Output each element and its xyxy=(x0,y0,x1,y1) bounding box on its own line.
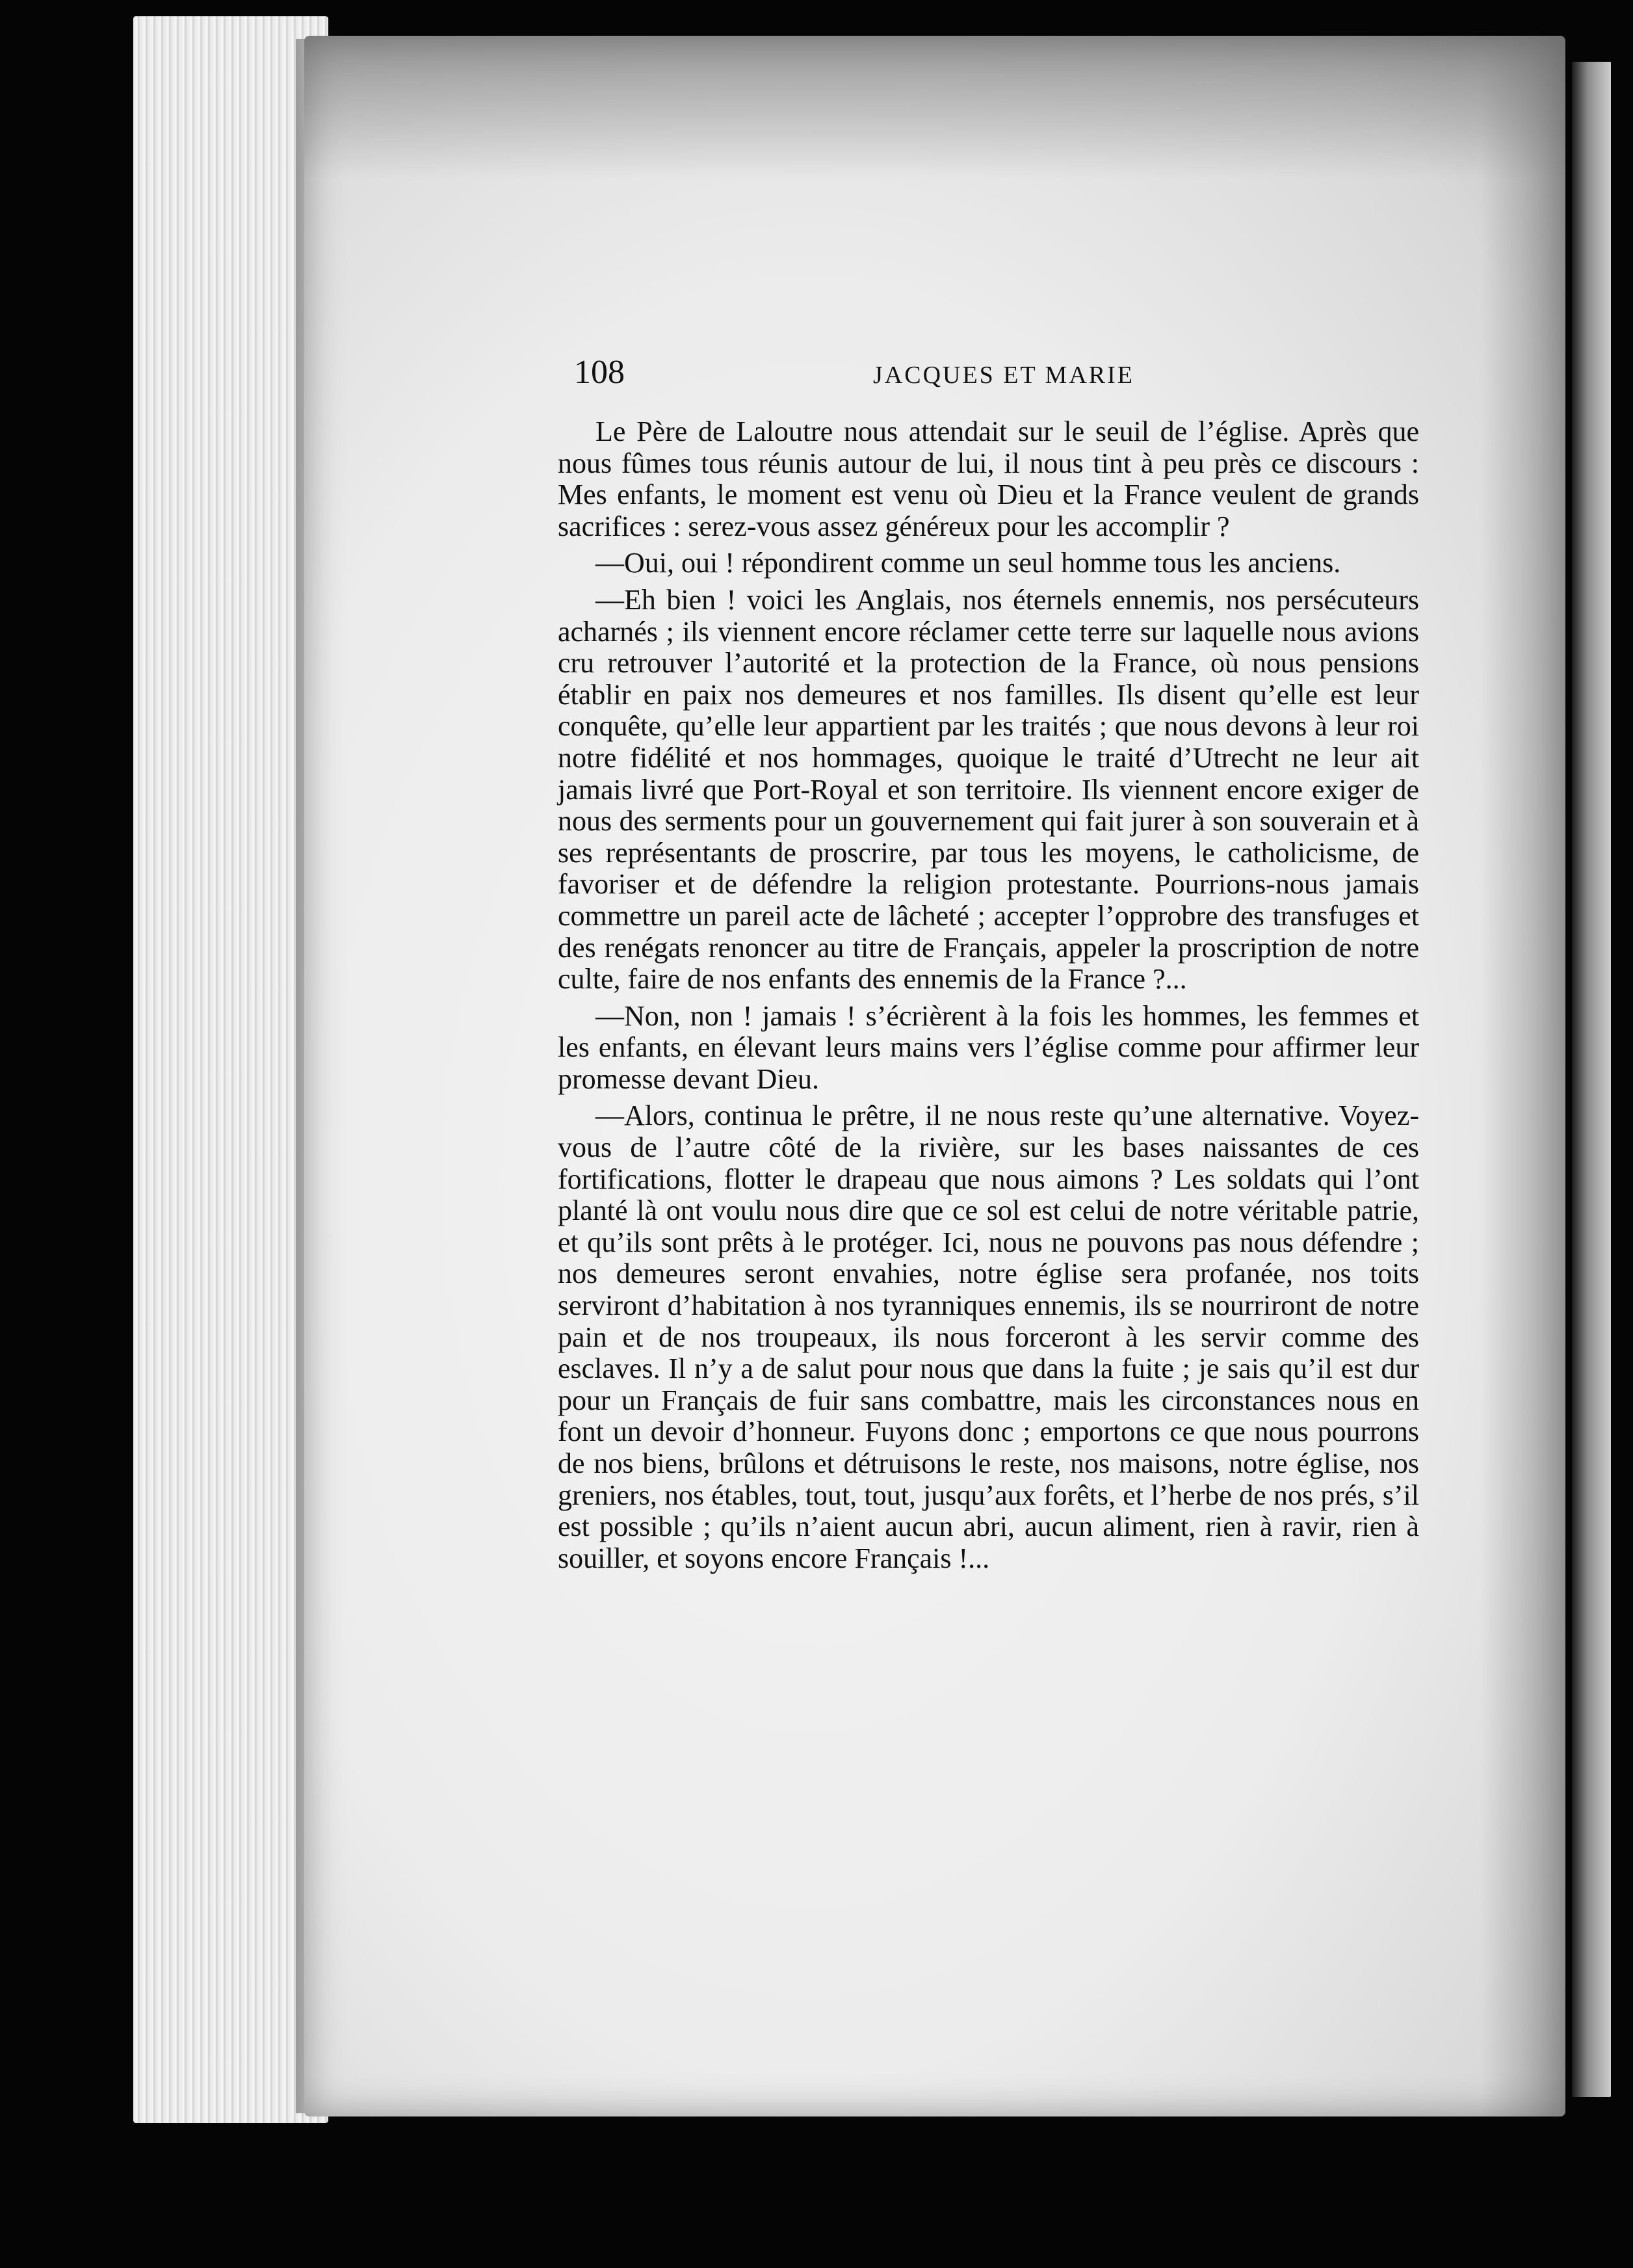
book-page xyxy=(304,36,1565,2116)
page-number: 108 xyxy=(574,354,625,391)
page-body xyxy=(558,416,1419,1579)
paragraph: Le Père de Laloutre nous attendait sur le seuil de l’église. Après que nous fûmes tous réunis autour de lui, il nous tint à peu près ce discours : Mes enfants, le moment est venu où Dieu et la France veulent de grands sacrifices : serez-vous assez généreux pour les accomplir ? xyxy=(558,415,1419,542)
running-title: JACQUES ET MARIE xyxy=(873,362,1134,389)
page-top-shadow xyxy=(304,36,1565,179)
paragraph: —Non, non ! jamais ! s’écrièrent à la fois les hommes, les femmes et les enfants, en élevant leurs mains vers l’église comme pour affirmer leur promesse devant Dieu. xyxy=(558,999,1419,1095)
paragraph: —Eh bien ! voici les Anglais, nos éternels ennemis, nos persécuteurs acharnés ; ils viennent encore réclamer cette terre sur laquelle nous avions cru retrouver l’autorité et la protection de la France, où nous pensions établir en paix nos demeures et nos familles. Ils disent qu’elle est leur conquête, qu’elle leur appartient par les traités ; que nous devons à leur roi notre fidélité et nos hommages, quoique le traité d’Utrecht ne leur ait jamais livré que Port-Royal et son territoire. Ils viennent encore exiger de nous des serments pour un gouvernement qui fait jurer à son souverain et à ses représentants de proscrire, par tous les moyens, le catholicisme, de favoriser et de défendre la religion protestante. Pourrions-nous jamais commettre un pareil acte de lâcheté ; accepter l’opprobre des transfuges et des renégats renoncer au titre de Français, appeler la proscription de notre culte, faire de nos enfants des ennemis de la France ?... xyxy=(558,583,1419,996)
page-header xyxy=(574,347,1419,399)
paragraph: —Alors, continua le prêtre, il ne nous reste qu’une alternative. Voyez-vous de l’autre côté de la rivière, sur les bases naissantes de ces fortifications, flotter le drapeau que nous aimons ? Les soldats qui l’ont planté là ont voulu nous dire que ce sol est celui de notre véritable patrie, et qu’ils sont prêts à le protéger. Ici, nous ne pouvons pas nous défendre ; nos demeures seront envahies, notre église sera profanée, nos toits serviront d’habitation à nos tyranniques ennemis, ils se nourriront de notre pain et de nos troupeaux, ils nous forceront à les servir comme des esclaves. Il n’y a de salut pour nous que dans la fuite ; je sais qu’il est dur pour un Français de fuir sans combattre, mais les circonstances nous en font un devoir d’honneur. Fuyons donc ; emportons ce que nous pourrons de nos biens, brûlons et détruisons le reste, nos maisons, notre église, nos greniers, nos étables, tout, tout, jusqu’aux forêts, et l’herbe de nos prés, s’il est possible ; qu’ils n’aient aucun abri, aucun aliment, rien à ravir, rien à souiller, et soyons encore Français !... xyxy=(558,1100,1419,1574)
adjacent-page-edge xyxy=(1572,62,1611,2097)
page-right-shadow xyxy=(1481,36,1565,2116)
paragraph: —Oui, oui ! répondirent comme un seul homme tous les anciens. xyxy=(595,547,1341,579)
